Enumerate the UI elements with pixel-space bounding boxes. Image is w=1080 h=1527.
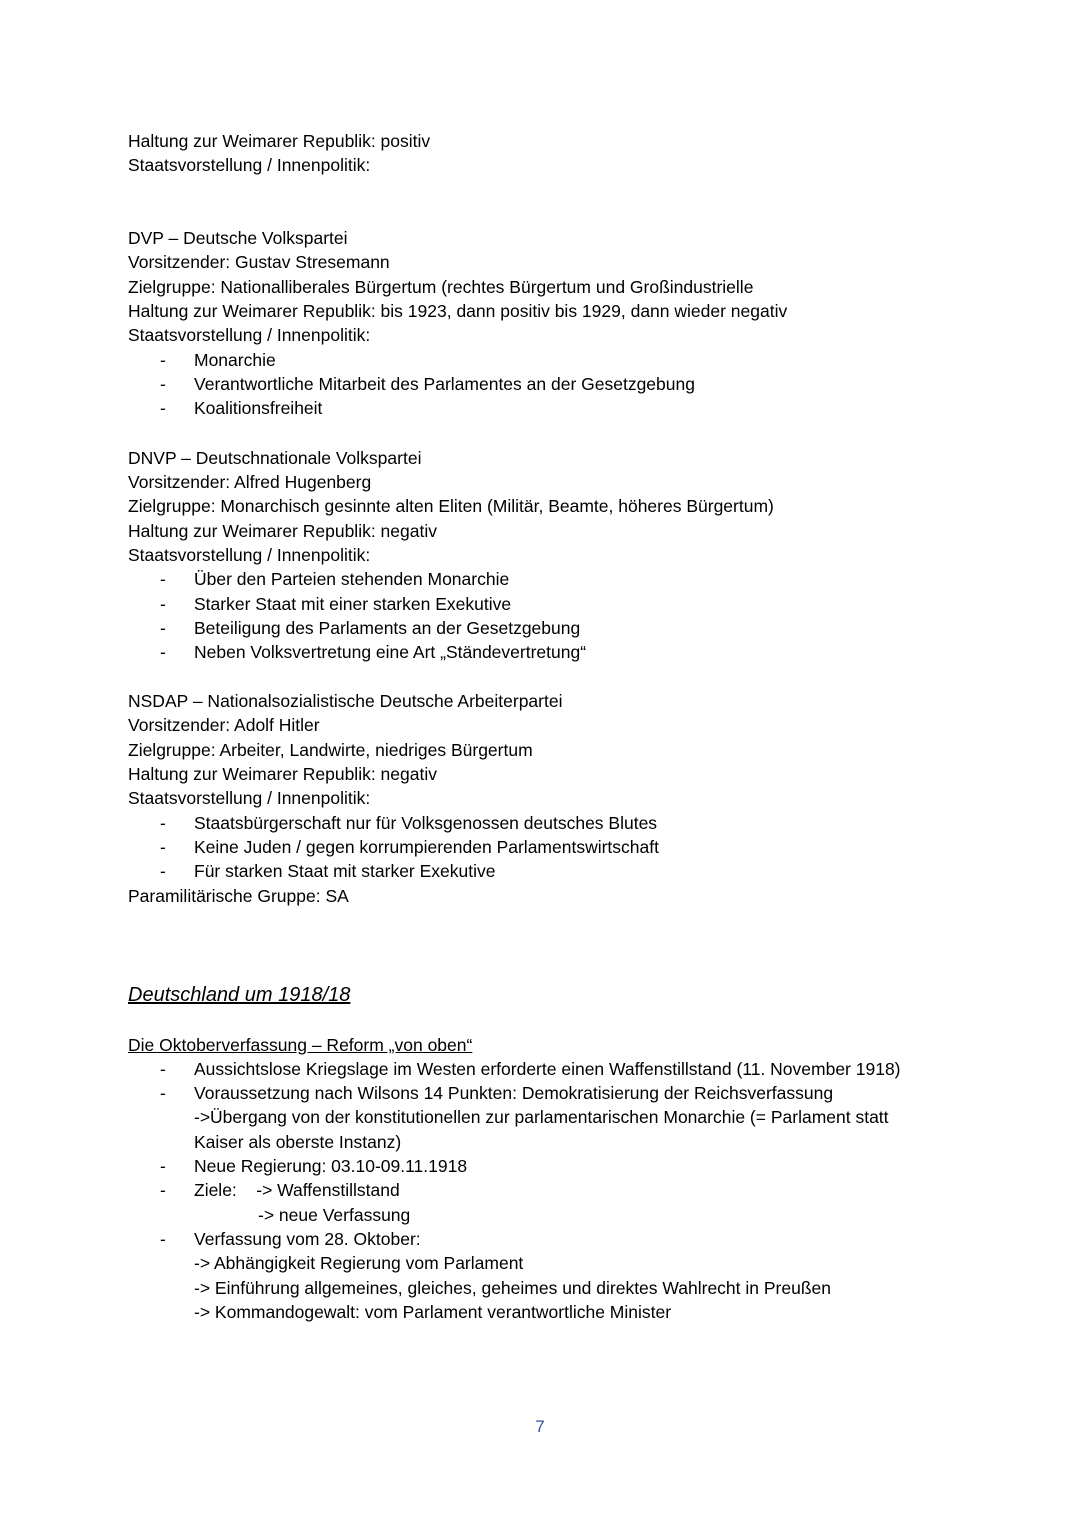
nsdap-stance: Haltung zur Weimarer Republik: negativ [128, 764, 437, 784]
section-bullet: Ziele: -> Waffenstillstand [194, 1180, 400, 1200]
dvp-bullet: Monarchie [194, 350, 276, 370]
dnvp-bullet: Beteiligung des Parlaments an der Gesetzgebung [194, 618, 581, 638]
bullet-dash: - [160, 1156, 166, 1176]
section-bullet-continuation: -> neue Verfassung [258, 1205, 411, 1225]
bullet-dash: - [160, 374, 166, 394]
page-number: 7 [535, 1417, 545, 1436]
dvp-bullet: Verantwortliche Mitarbeit des Parlamentes an der Gesetzgebung [194, 374, 695, 394]
bullet-dash: - [160, 642, 166, 662]
dnvp-bullet: Starker Staat mit einer starken Exekutive [194, 594, 512, 614]
nsdap-bullet: Keine Juden / gegen korrumpierenden Parlamentswirtschaft [194, 837, 659, 857]
bullet-dash: - [160, 813, 166, 833]
section-subheading: Die Oktoberverfassung – Reform „von oben“ [128, 1035, 473, 1055]
dnvp-bullet: Über den Parteien stehenden Monarchie [194, 569, 510, 589]
dvp-target: Zielgruppe: Nationalliberales Bürgertum (rechtes Bürgertum und Großindustrielle [128, 277, 754, 297]
dnvp-policy-label: Staatsvorstellung / Innenpolitik: [128, 545, 371, 565]
section-bullet-continuation: Kaiser als oberste Instanz) [194, 1132, 402, 1152]
dvp-stance: Haltung zur Weimarer Republik: bis 1923, dann positiv bis 1929, dann wieder negativ [128, 301, 788, 321]
bullet-dash: - [160, 618, 166, 638]
section-bullet: Neue Regierung: 03.10-09.11.1918 [194, 1156, 468, 1176]
bullet-dash: - [160, 1083, 166, 1103]
dvp-chair: Vorsitzender: Gustav Stresemann [128, 252, 390, 272]
nsdap-title: NSDAP – Nationalsozialistische Deutsche Arbeiterpartei [128, 691, 563, 711]
nsdap-target: Zielgruppe: Arbeiter, Landwirte, niedriges Bürgertum [128, 740, 533, 760]
dnvp-bullet: Neben Volksvertretung eine Art „Ständevertretung“ [194, 642, 587, 662]
nsdap-bullet: Staatsbürgerschaft nur für Volksgenossen deutsches Blutes [194, 813, 658, 833]
dvp-policy-label: Staatsvorstellung / Innenpolitik: [128, 325, 371, 345]
section-bullet: Verfassung vom 28. Oktober: [194, 1229, 421, 1249]
section-bullet-continuation: -> Abhängigkeit Regierung vom Parlament [194, 1253, 524, 1273]
top-policy-label: Staatsvorstellung / Innenpolitik: [128, 155, 371, 175]
bullet-dash: - [160, 569, 166, 589]
bullet-dash: - [160, 594, 166, 614]
section-bullet: Aussichtslose Kriegslage im Westen erforderte einen Waffenstillstand (11. November 1918) [194, 1059, 901, 1079]
dvp-bullet: Koalitionsfreiheit [194, 398, 323, 418]
dvp-title: DVP – Deutsche Volkspartei [128, 228, 348, 248]
dnvp-stance: Haltung zur Weimarer Republik: negativ [128, 521, 437, 541]
section-bullet-continuation: ->Übergang von der konstitutionellen zur parlamentarischen Monarchie (= Parlament statt [194, 1107, 889, 1127]
nsdap-paramilitary: Paramilitärische Gruppe: SA [128, 886, 349, 906]
bullet-dash: - [160, 1059, 166, 1079]
nsdap-policy-label: Staatsvorstellung / Innenpolitik: [128, 788, 371, 808]
section-bullet-continuation: -> Kommandogewalt: vom Parlament verantwortliche Minister [194, 1302, 672, 1322]
bullet-dash: - [160, 1180, 166, 1200]
top-stance: Haltung zur Weimarer Republik: positiv [128, 131, 431, 151]
bullet-dash: - [160, 350, 166, 370]
section-bullet: Voraussetzung nach Wilsons 14 Punkten: Demokratisierung der Reichsverfassung [194, 1083, 834, 1103]
bullet-dash: - [160, 837, 166, 857]
nsdap-bullet: Für starken Staat mit starker Exekutive [194, 861, 496, 881]
bullet-dash: - [160, 1229, 166, 1249]
section-bullet-continuation: -> Einführung allgemeines, gleiches, geheimes und direktes Wahlrecht in Preußen [194, 1278, 831, 1298]
nsdap-chair: Vorsitzender: Adolf Hitler [128, 715, 320, 735]
dnvp-chair: Vorsitzender: Alfred Hugenberg [128, 472, 372, 492]
bullet-dash: - [160, 398, 166, 418]
section-heading: Deutschland um 1918/18 [128, 984, 351, 1006]
bullet-dash: - [160, 861, 166, 881]
dnvp-target: Zielgruppe: Monarchisch gesinnte alten Eliten (Militär, Beamte, höheres Bürgertum) [128, 496, 774, 516]
dnvp-title: DNVP – Deutschnationale Volkspartei [128, 448, 422, 468]
